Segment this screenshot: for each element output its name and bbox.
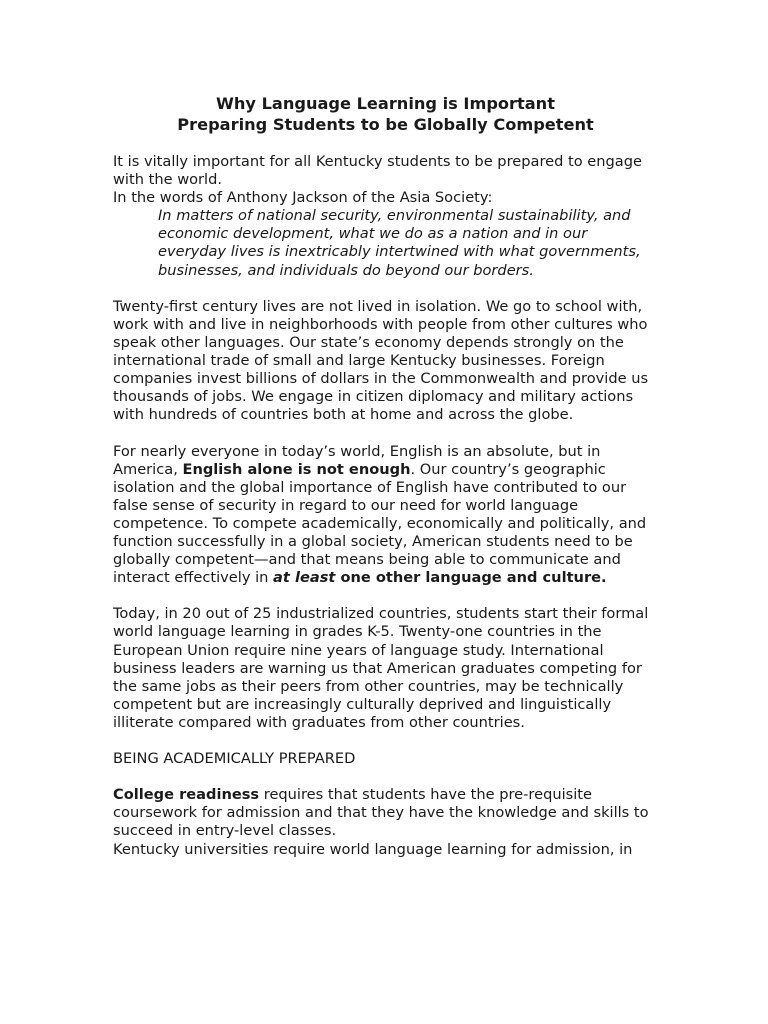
emphasis-english-alone: English alone is not enough bbox=[182, 460, 411, 478]
title-line-1: Why Language Learning is Important bbox=[216, 94, 555, 113]
paragraph-kentucky-universities: Kentucky universities require world language learning for admission, in bbox=[113, 840, 633, 858]
emphasis-at-least: at least bbox=[273, 569, 336, 587]
paragraph-college-readiness-text: requires that students have the pre-requisite coursework for admission and that they have the knowledge and skills to succeed in entry-level classes. bbox=[113, 786, 649, 840]
emphasis-college-readiness: College readiness bbox=[113, 786, 260, 804]
document-page bbox=[113, 94, 658, 859]
paragraph-industrialized: Today, in 20 out of 25 industrialized countries, students start their formal world language learning in grades K-5. Twenty-one countries in the European Union require nine years of language study. International business leaders are warning us that American graduates competing for the same jobs as their peers from other countries, may be technically competent but are increasingly culturally deprived and linguistically illiterate compared with graduates from other countries. bbox=[113, 605, 649, 731]
paragraph-english bbox=[113, 443, 658, 588]
section-heading: BEING ACADEMICALLY PREPARED bbox=[113, 750, 356, 768]
paragraph-english-text-2: . Our country’s geographic isolation and the global importance of English have contributed to our false sense of security in regard to our need for world language competence. To compete academically, economically and politically, and function successfully in a global society, American students need to be globally competent—and that means being able to communicate and interact effectively in bbox=[113, 460, 647, 587]
document-title bbox=[113, 94, 658, 135]
block-quote: In matters of national security, environmental sustainability, and economic development, what we do as a nation and in our everyday lives is inextricably intertwined with what governments, businesses, and individuals do beyond our borders. bbox=[158, 207, 641, 279]
paragraph-english-text-1: For nearly everyone in today’s world, English is an absolute, but in America, bbox=[113, 442, 601, 478]
quote-attribution: In the words of Anthony Jackson of the Asia Society: bbox=[113, 189, 493, 207]
intro-paragraph: It is vitally important for all Kentucky students to be prepared to engage with the world. bbox=[113, 153, 642, 189]
emphasis-one-other-language: one other language and culture. bbox=[335, 569, 607, 587]
paragraph-isolation: Twenty-first century lives are not lived in isolation. We go to school with, work with and live in neighborhoods with people from other cultures who speak other languages. Our state’s economy depends strongly on the international trade of small and large Kentucky businesses. Foreign companies invest billions of dollars in the Commonwealth and provide us thousands of jobs. We engage in citizen diplomacy and military actions with hundreds of countries both at home and across the globe. bbox=[113, 297, 649, 424]
title-line-2: Preparing Students to be Globally Competent bbox=[177, 114, 594, 134]
paragraph-college-readiness bbox=[113, 786, 658, 840]
